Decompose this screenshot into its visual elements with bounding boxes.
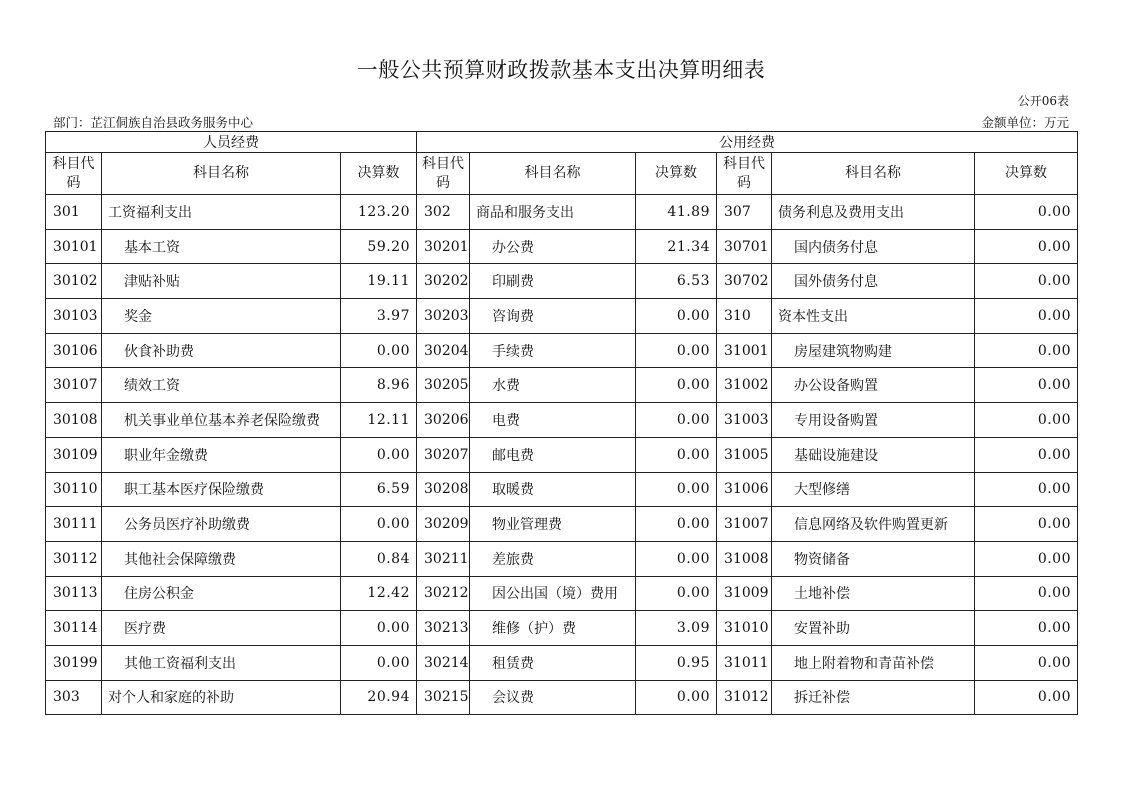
amount-cell: 0.00 [975, 472, 1078, 507]
subject-name-cell: 其他工资福利支出 [102, 645, 341, 680]
subject-name-cell: 租赁费 [470, 645, 636, 680]
column-header-name: 科目名称 [470, 153, 636, 195]
subject-name-cell: 资本性支出 [772, 299, 975, 334]
group-header-public: 公用经费 [417, 132, 1078, 153]
column-header-amount: 决算数 [341, 153, 417, 195]
subject-name-cell: 基本工资 [102, 229, 341, 264]
amount-cell: 0.00 [975, 507, 1078, 542]
amount-cell: 6.53 [636, 264, 717, 299]
group-header-personnel: 人员经费 [46, 132, 417, 153]
amount-cell: 0.00 [636, 368, 717, 403]
table-row [46, 645, 1078, 680]
subject-code-cell: 30207 [417, 437, 470, 472]
subject-name-cell: 医疗费 [102, 611, 341, 646]
subject-name-cell: 因公出国（境）费用 [470, 576, 636, 611]
subject-code-cell: 30211 [417, 541, 470, 576]
subject-code-cell: 30110 [46, 472, 102, 507]
subject-name-cell: 公务员医疗补助缴费 [102, 507, 341, 542]
amount-cell: 0.00 [975, 264, 1078, 299]
table-row [46, 541, 1078, 576]
subject-code-cell: 31012 [717, 680, 772, 715]
subject-code-cell: 31002 [717, 368, 772, 403]
subject-code-cell: 30108 [46, 403, 102, 438]
subject-code-cell: 31011 [717, 645, 772, 680]
subject-code-cell: 31007 [717, 507, 772, 542]
column-header-name: 科目名称 [102, 153, 341, 195]
amount-cell: 0.00 [975, 680, 1078, 715]
amount-cell: 0.00 [636, 403, 717, 438]
subject-code-cell: 301 [46, 195, 102, 230]
amount-cell: 0.84 [341, 541, 417, 576]
amount-cell: 3.09 [636, 611, 717, 646]
amount-cell: 0.00 [975, 611, 1078, 646]
subject-name-cell: 住房公积金 [102, 576, 341, 611]
subject-code-cell: 30201 [417, 229, 470, 264]
amount-cell: 0.00 [636, 472, 717, 507]
subject-name-cell: 地上附着物和青苗补偿 [772, 645, 975, 680]
amount-cell: 0.00 [975, 541, 1078, 576]
amount-cell: 0.00 [636, 576, 717, 611]
amount-cell: 0.00 [636, 541, 717, 576]
subject-name-cell: 工资福利支出 [102, 195, 341, 230]
subject-name-cell: 办公费 [470, 229, 636, 264]
subject-code-cell: 30702 [717, 264, 772, 299]
table-row [46, 368, 1078, 403]
subject-name-cell: 大型修缮 [772, 472, 975, 507]
subject-name-cell: 奖金 [102, 299, 341, 334]
amount-cell: 0.00 [341, 333, 417, 368]
amount-cell: 0.00 [975, 229, 1078, 264]
subject-code-cell: 30111 [46, 507, 102, 542]
subject-code-cell: 30109 [46, 437, 102, 472]
column-header-code: 科目代码 [417, 153, 470, 195]
subject-name-cell: 职工基本医疗保险缴费 [102, 472, 341, 507]
subject-name-cell: 取暖费 [470, 472, 636, 507]
column-header-amount: 决算数 [975, 153, 1078, 195]
table-row [46, 472, 1078, 507]
amount-cell: 20.94 [341, 680, 417, 715]
amount-cell: 0.00 [636, 507, 717, 542]
subject-name-cell: 办公设备购置 [772, 368, 975, 403]
amount-cell: 19.11 [341, 264, 417, 299]
subject-code-cell: 30112 [46, 541, 102, 576]
amount-cell: 0.00 [636, 333, 717, 368]
subject-name-cell: 咨询费 [470, 299, 636, 334]
column-header-code: 科目代码 [717, 153, 772, 195]
amount-cell: 0.00 [341, 437, 417, 472]
table-row [46, 403, 1078, 438]
subject-code-cell: 30203 [417, 299, 470, 334]
subject-name-cell: 其他社会保障缴费 [102, 541, 341, 576]
subject-name-cell: 绩效工资 [102, 368, 341, 403]
subject-code-cell: 30209 [417, 507, 470, 542]
subject-name-cell: 印刷费 [470, 264, 636, 299]
subject-code-cell: 31006 [717, 472, 772, 507]
amount-cell: 59.20 [341, 229, 417, 264]
subject-code-cell: 31005 [717, 437, 772, 472]
page-title: 一般公共预算财政拨款基本支出决算明细表 [356, 58, 766, 82]
table-row [46, 195, 1078, 230]
amount-cell: 12.42 [341, 576, 417, 611]
amount-cell: 0.00 [975, 645, 1078, 680]
table-row [46, 576, 1078, 611]
amount-cell: 0.00 [341, 645, 417, 680]
subject-name-cell: 土地补偿 [772, 576, 975, 611]
subject-code-cell: 30103 [46, 299, 102, 334]
subject-name-cell: 伙食补助费 [102, 333, 341, 368]
amount-cell: 123.20 [341, 195, 417, 230]
table-row [46, 680, 1078, 715]
amount-cell: 8.96 [341, 368, 417, 403]
amount-cell: 0.00 [975, 333, 1078, 368]
table-row [46, 333, 1078, 368]
subject-code-cell: 307 [717, 195, 772, 230]
subject-name-cell: 国外债务付息 [772, 264, 975, 299]
subject-code-cell: 30208 [417, 472, 470, 507]
subject-name-cell: 专用设备购置 [772, 403, 975, 438]
subject-code-cell: 30102 [46, 264, 102, 299]
subject-name-cell: 会议费 [470, 680, 636, 715]
table-row [46, 299, 1078, 334]
subject-code-cell: 30215 [417, 680, 470, 715]
table-row [46, 507, 1078, 542]
subject-code-cell: 30701 [717, 229, 772, 264]
table-row [46, 264, 1078, 299]
amount-cell: 0.00 [975, 437, 1078, 472]
subject-name-cell: 职业年金缴费 [102, 437, 341, 472]
subject-code-cell: 30204 [417, 333, 470, 368]
subject-name-cell: 维修（护）费 [470, 611, 636, 646]
amount-cell: 0.00 [341, 507, 417, 542]
amount-cell: 0.00 [975, 403, 1078, 438]
subject-code-cell: 30106 [46, 333, 102, 368]
subject-code-cell: 30212 [417, 576, 470, 611]
amount-cell: 12.11 [341, 403, 417, 438]
subject-code-cell: 30107 [46, 368, 102, 403]
subject-code-cell: 31010 [717, 611, 772, 646]
subject-name-cell: 信息网络及软件购置更新 [772, 507, 975, 542]
amount-unit-label: 金额单位：万元 [981, 115, 1069, 130]
subject-name-cell: 邮电费 [470, 437, 636, 472]
subject-code-cell: 30199 [46, 645, 102, 680]
subject-name-cell: 对个人和家庭的补助 [102, 680, 341, 715]
table-body [46, 195, 1078, 715]
subject-code-cell: 31008 [717, 541, 772, 576]
subject-name-cell: 物业管理费 [470, 507, 636, 542]
subject-code-cell: 30213 [417, 611, 470, 646]
subject-name-cell: 安置补助 [772, 611, 975, 646]
amount-cell: 0.95 [636, 645, 717, 680]
table-row [46, 611, 1078, 646]
amount-cell: 0.00 [636, 437, 717, 472]
subject-name-cell: 房屋建筑物购建 [772, 333, 975, 368]
subject-name-cell: 债务利息及费用支出 [772, 195, 975, 230]
subject-name-cell: 商品和服务支出 [470, 195, 636, 230]
amount-cell: 0.00 [636, 299, 717, 334]
department-label: 部门：芷江侗族自治县政务服务中心 [53, 115, 254, 130]
expenditure-table [45, 131, 1078, 715]
form-number: 公开06表 [1017, 94, 1069, 108]
subject-name-cell: 拆迁补偿 [772, 680, 975, 715]
subject-name-cell: 手续费 [470, 333, 636, 368]
column-header-amount: 决算数 [636, 153, 717, 195]
subject-name-cell: 机关事业单位基本养老保险缴费 [102, 403, 341, 438]
amount-cell: 0.00 [975, 576, 1078, 611]
subject-name-cell: 电费 [470, 403, 636, 438]
subject-code-cell: 30114 [46, 611, 102, 646]
subject-name-cell: 津贴补贴 [102, 264, 341, 299]
amount-cell: 0.00 [341, 611, 417, 646]
subject-name-cell: 物资储备 [772, 541, 975, 576]
subject-code-cell: 30214 [417, 645, 470, 680]
subject-code-cell: 30206 [417, 403, 470, 438]
amount-cell: 41.89 [636, 195, 717, 230]
amount-cell: 21.34 [636, 229, 717, 264]
subject-name-cell: 水费 [470, 368, 636, 403]
table-row [46, 437, 1078, 472]
subject-name-cell: 基础设施建设 [772, 437, 975, 472]
amount-cell: 0.00 [975, 368, 1078, 403]
table-row [46, 229, 1078, 264]
subject-name-cell: 差旅费 [470, 541, 636, 576]
subject-code-cell: 30101 [46, 229, 102, 264]
column-header-code: 科目代码 [46, 153, 102, 195]
subject-code-cell: 31001 [717, 333, 772, 368]
subject-code-cell: 310 [717, 299, 772, 334]
amount-cell: 0.00 [975, 299, 1078, 334]
subject-code-cell: 30205 [417, 368, 470, 403]
subject-code-cell: 302 [417, 195, 470, 230]
subject-code-cell: 303 [46, 680, 102, 715]
amount-cell: 3.97 [341, 299, 417, 334]
subject-code-cell: 30202 [417, 264, 470, 299]
subject-code-cell: 30113 [46, 576, 102, 611]
subject-code-cell: 31009 [717, 576, 772, 611]
column-header-name: 科目名称 [772, 153, 975, 195]
subject-name-cell: 国内债务付息 [772, 229, 975, 264]
amount-cell: 0.00 [975, 195, 1078, 230]
amount-cell: 0.00 [636, 680, 717, 715]
amount-cell: 6.59 [341, 472, 417, 507]
subject-code-cell: 31003 [717, 403, 772, 438]
